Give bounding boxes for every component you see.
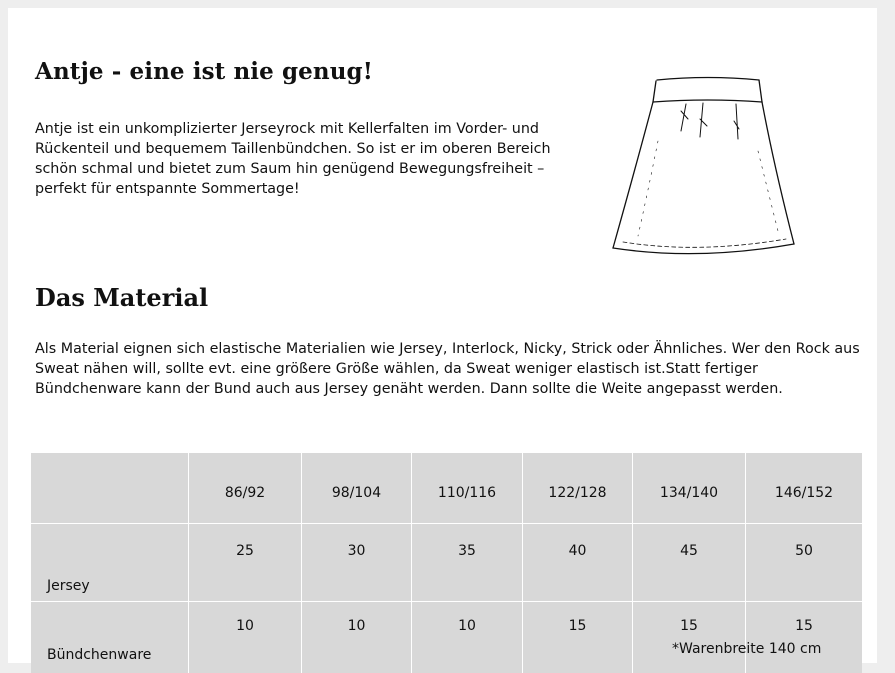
- table-cell: 10: [412, 602, 523, 673]
- table-cell: 40: [523, 524, 633, 602]
- size-header: 98/104: [302, 453, 412, 524]
- size-header: 110/116: [412, 453, 523, 524]
- table-cell: 25: [189, 524, 302, 602]
- table-cell: 10: [302, 602, 412, 673]
- table-corner-cell: [31, 453, 189, 524]
- row-label: Bündchenware: [31, 602, 189, 673]
- content-card: [8, 8, 877, 663]
- table-cell: 10: [189, 602, 302, 673]
- table-cell: 50: [746, 524, 862, 602]
- material-paragraph: Als Material eignen sich elastische Materialien wie Jersey, Interlock, Nicky, Strick oder Ähnliches. Wer den Rock aus Sweat nähen will, sollte evt. eine größere Größe wählen, da Sweat weniger elastisch ist.Statt fertiger Bündchenware kann der Bund auch aus Jersey genäht werden. Dann sollte die Weite angepasst werden.: [35, 341, 860, 397]
- table-cell: 15: [523, 602, 633, 673]
- material-heading: Das Material: [35, 283, 209, 312]
- table-cell: 30: [302, 524, 412, 602]
- size-header: 122/128: [523, 453, 633, 524]
- page-title: Antje - eine ist nie genug!: [35, 58, 373, 85]
- table-row: [31, 524, 862, 602]
- size-header: 146/152: [746, 453, 862, 524]
- intro-paragraph: Antje ist ein unkomplizierter Jerseyrock mit Kellerfalten im Vorder- und Rückenteil und bequemem Taillenbündchen. So ist er im oberen Bereich schön schmal und bietet zum Saum hin genügend Bewegungsfreiheit – perfekt für entspannte Sommertage!: [35, 121, 551, 197]
- fabric-width-note: *Warenbreite 140 cm: [672, 641, 822, 657]
- table-cell: 15: [633, 602, 746, 673]
- table-cell: 45: [633, 524, 746, 602]
- size-header: 86/92: [189, 453, 302, 524]
- table-row: [31, 602, 862, 673]
- table-cell: 35: [412, 524, 523, 602]
- row-label: Jersey: [31, 524, 189, 602]
- table-header-row: [31, 453, 862, 524]
- size-table: [31, 453, 862, 673]
- size-header: 134/140: [633, 453, 746, 524]
- table-cell: 15: [795, 618, 813, 634]
- skirt-sketch-icon: [608, 71, 806, 283]
